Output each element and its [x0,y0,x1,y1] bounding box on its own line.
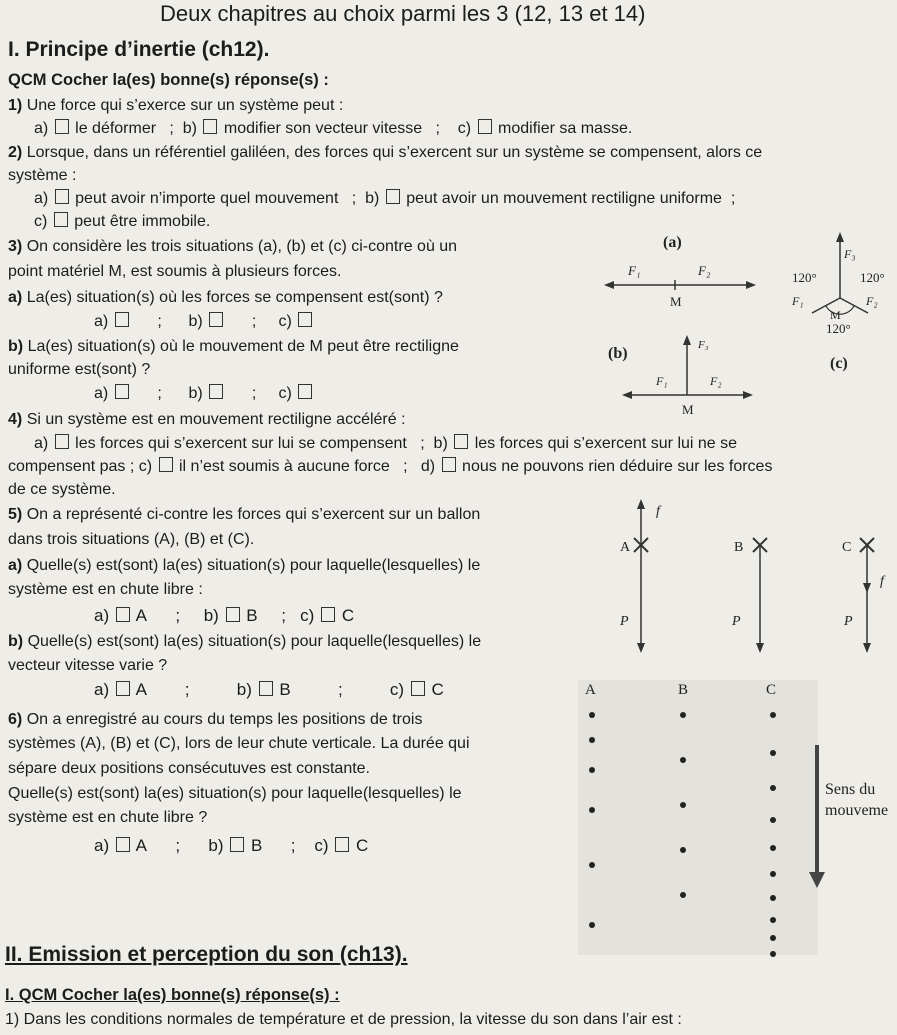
q4-options-cd: compensent pas ; c) il n’est soumis à aucune force ; d) nous ne pouvons rien déduire sur les forces [8,458,773,475]
checkbox-q3b-a[interactable] [115,384,129,399]
fig3-label-a: (a) [663,234,682,251]
fig3c-f2-line [840,298,868,313]
q5b-text: b) Quelle(s) est(sont) la(es) situation(s) pour laquelle(lesquelles) le [8,633,482,650]
fig6-c-dot [770,750,776,756]
fig5-a-p-label: P [620,614,629,629]
qcm-instruction-part2: I. QCM Cocher la(es) bonne(s) réponse(s) : [5,986,340,1004]
fig5-b-label: B [734,540,744,555]
fig6-a-dot [589,767,595,773]
fig6-a-dot [589,807,595,813]
q1-text: Une force qui s’exerce sur un système peut : [26,97,344,114]
question-3: 3) On considère les trois situations (a), (b) et (c) ci-contre où un [8,238,458,255]
fig6-c-dot [770,785,776,791]
fig3c-f3-label: F₃ [844,247,856,261]
q1-option-a: le déformer [75,120,157,137]
fig6-a-dots [589,712,595,928]
fig6-b-label: B [678,682,689,698]
motion-direction-arrowhead [809,872,825,888]
fig6-c-dot [770,935,776,941]
q2-text-line2: système : [8,167,77,184]
fig6-c-dot [770,712,776,718]
checkbox-q2-b[interactable] [386,189,400,204]
q1-options: a) le déformer ; b) modifier son vecteur vitesse ; c) modifier sa masse. [34,120,633,137]
fig3c-angle-left: 120° [792,270,817,285]
checkbox-q4-b[interactable] [454,434,468,449]
fig3c-angle-right: 120° [860,270,885,285]
q5-text-line2: dans trois situations (A), (B) et (C). [8,531,255,548]
fig3a-f2-arrowhead [746,281,756,289]
checkbox-q6-c[interactable] [335,837,349,852]
fig3c-f3-arrowhead [836,232,844,242]
fig3b-f1-label: F₁ [656,374,668,388]
qcm-instruction: QCM Cocher la(es) bonne(s) réponse(s) : [8,71,329,89]
q6-text-line2: systèmes (A), (B) et (C), lors de leur chute verticale. La durée qui [8,735,470,752]
fig3b-f1-arrowhead [622,391,632,399]
fig3b-f2-label: F₂ [710,374,722,388]
fig3a-f2-label: F₂ [698,263,711,278]
checkbox-q2-c[interactable] [54,212,68,227]
fig3c-m-label: M [830,308,841,322]
q3b-text: b) La(es) situation(s) où le mouvement de M peut être rectiligne [8,338,459,355]
fig6-c-dot [770,895,776,901]
motion-direction-label-1: Sens du [825,781,876,798]
checkbox-q3a-a[interactable] [115,312,129,327]
checkbox-q5b-c[interactable] [411,681,425,696]
fig6-a-dot [589,922,595,928]
q3a-options: a) ; b) ; c) [94,312,314,332]
checkbox-q6-b[interactable] [230,837,244,852]
q5a-text: a) Quelle(s) est(sont) la(es) situation(s) pour laquelle(lesquelles) le [8,557,481,574]
fig6-b-dot [680,847,686,853]
fig3c-f1-label: F₁ [792,294,804,308]
section-heading-sound: II. Emission et perception du son (ch13). [5,943,408,966]
checkbox-q3b-c[interactable] [298,384,312,399]
question-5: 5) On a représenté ci-contre les forces qui s’exercent sur un ballon [8,506,481,523]
q6-text-line4: Quelle(s) est(sont) la(es) situation(s) pour laquelle(lesquelles) le [8,785,462,802]
q6-options: a) A ; b) B ; c) C [94,836,369,855]
checkbox-q5b-a[interactable] [116,681,130,696]
fig5-a-f-arrowhead [637,499,645,509]
q5a-text-line2: système est en chute libre : [8,581,203,598]
choice-label: a) [34,120,49,137]
checkbox-q3a-b[interactable] [209,312,223,327]
page-title: Deux chapitres au choix parmi les 3 (12, 13 et 14) [160,1,646,26]
fig6-b-dot [680,892,686,898]
fig5-b-p-label: P [732,614,741,629]
q5a-options: a) A ; b) B ; c) C [94,606,355,625]
question-6: 6) On a enregistré au cours du temps les positions de trois [8,711,423,728]
fig6-c-dot [770,817,776,823]
q3-text-line2: point matériel M, est soumis à plusieurs forces. [8,263,342,280]
checkbox-q4-c[interactable] [159,457,173,472]
fig3b-f2-arrowhead [743,391,753,399]
q4-text-line3: de ce système. [8,481,116,498]
q3b-options: a) ; b) ; c) [94,384,314,404]
checkbox-q2-a[interactable] [55,189,69,204]
q4-options-ab: a) les forces qui s’exercent sur lui se compensent ; b) les forces qui s’exercent sur lui ne se [34,435,738,452]
fig3c-angle-bottom: 120° [826,321,851,336]
checkbox-q5a-c[interactable] [321,607,335,622]
checkbox-q6-a[interactable] [116,837,130,852]
chronophotography-q6 [570,680,897,960]
fig5-c-f-label: f [880,574,884,589]
fig6-c-dot [770,917,776,923]
fig6-b-dot [680,802,686,808]
fig6-b-dot [680,757,686,763]
q2-option-c-row: c) peut être immobile. [34,213,211,230]
q2-options-ab: a) peut avoir n’importe quel mouvement ; b) peut avoir un mouvement rectiligne uniforme ; [34,190,736,207]
checkbox-q1-c[interactable] [478,119,492,134]
fig6-c-dot [770,951,776,957]
fig5-c-p-arrowhead [863,643,871,653]
fig3b-f3-label: F₃ [698,339,709,351]
fig3c-f2-label: F₂ [866,294,878,308]
checkbox-q5b-b[interactable] [259,681,273,696]
fig6-c-dot [770,871,776,877]
fig3b-m-label: M [682,402,694,417]
question-1 [8,96,343,116]
fig3-label-c: (c) [830,355,848,372]
fig6-a-dot [589,737,595,743]
part2-question-1: 1) Dans les conditions normales de température et de pression, la vitesse du son dans l’air est : [5,1011,682,1028]
q6-text-line5: système est en chute libre ? [8,809,208,826]
checkbox-q1-a[interactable] [55,119,69,134]
fig5-a-label: A [620,540,631,555]
fig6-c-label: C [766,682,777,698]
question-2: 2) Lorsque, dans un référentiel galiléen, des forces qui s’exercent sur un système se compensent, alors ce [8,144,763,161]
q6-text-line3: sépare deux positions consécutuves est constante. [8,760,370,777]
q3a-text: a) La(es) situation(s) où les forces se compensent est(sont) ? [8,289,443,306]
checkbox-q5a-b[interactable] [226,607,240,622]
fig5-f-label: f [656,504,660,519]
fig5-c-label: C [842,540,852,555]
checkbox-q4-d[interactable] [442,457,456,472]
ball-forces-diagram-q5 [610,495,897,660]
fig3-label-b: (b) [608,345,628,362]
fig3b-f3-arrowhead [683,335,691,345]
fig6-b-dots [680,712,686,898]
q5b-options: a) A ; b) B ; c) C [94,680,444,699]
checkbox-q5a-a[interactable] [116,607,130,622]
fig6-c-dots [770,712,776,957]
checkbox-q4-a[interactable] [55,434,69,449]
fig3a-f1-label: F₁ [628,263,641,278]
fig3a-f1-arrowhead [604,281,614,289]
fig6-a-label: A [585,682,596,698]
checkbox-q3a-c[interactable] [298,312,312,327]
q1-option-c: modifier sa masse. [498,120,633,137]
q1-option-b: modifier son vecteur vitesse [223,120,423,137]
fig6-c-dot [770,845,776,851]
checkbox-q3b-b[interactable] [209,384,223,399]
fig5-c-f-arrowhead [863,583,871,593]
fig5-a-p-arrowhead [637,643,645,653]
fig5-b-p-arrowhead [756,643,764,653]
section-heading-inertia: I. Principe d’inertie (ch12). [8,38,270,61]
question-4: 4) Si un système est en mouvement rectiligne accéléré : [8,411,406,428]
fig6-a-dot [589,862,595,868]
checkbox-q1-b[interactable] [203,119,217,134]
motion-direction-label-2: mouveme [825,802,889,819]
q5b-text-line2: vecteur vitesse varie ? [8,657,168,674]
forces-diagram-q3 [590,228,897,418]
fig5-c-p-label: P [844,614,853,629]
fig6-b-dot [680,712,686,718]
q1-number: 1) [8,97,23,114]
q3b-text-line2: uniforme est(sont) ? [8,361,151,378]
q2-number: 2) [8,144,23,161]
fig6-a-dot [589,712,595,718]
fig3a-m-label: M [670,294,682,309]
